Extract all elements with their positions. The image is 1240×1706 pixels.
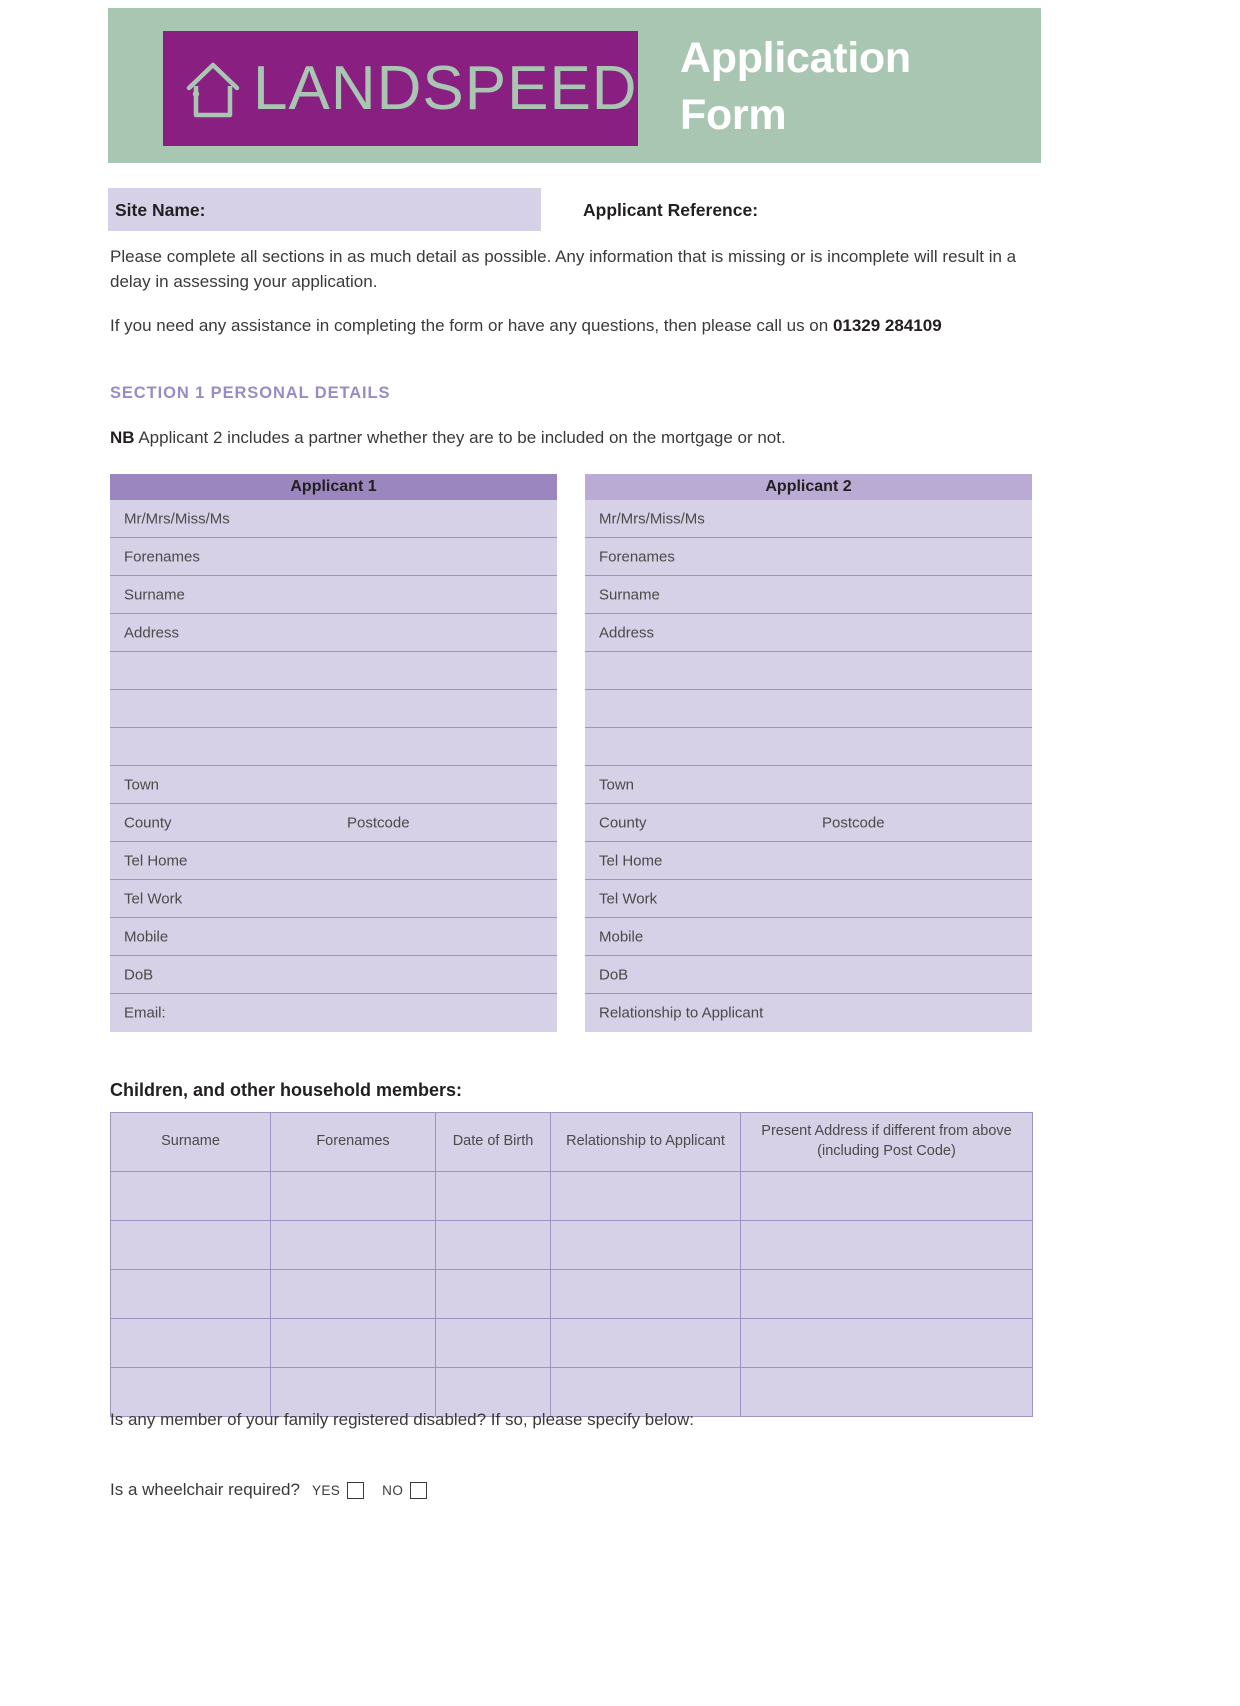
applicant-2-rows	[585, 500, 1032, 1032]
applicant-field-label: Mr/Mrs/Miss/Ms	[124, 510, 230, 527]
applicant-field-label: Tel Home	[124, 852, 188, 869]
wheelchair-no-label: NO	[382, 1482, 404, 1498]
applicant-field-row[interactable]	[110, 880, 557, 918]
applicant-tables	[110, 474, 1032, 1032]
landspeed-logo	[163, 31, 638, 146]
applicant-field-row[interactable]	[585, 956, 1032, 994]
applicant-field-row[interactable]	[585, 614, 1032, 652]
header-band	[108, 8, 1041, 163]
children-table-cell[interactable]	[436, 1221, 551, 1270]
applicant-field-label: Tel Work	[124, 890, 183, 907]
children-table-cell[interactable]	[741, 1221, 1033, 1270]
children-column-header: Forenames	[271, 1113, 436, 1172]
applicant-field-row[interactable]	[585, 804, 1032, 842]
table-row	[111, 1319, 1033, 1368]
logo-wordmark: LANDSPEED	[253, 53, 638, 123]
children-table-cell[interactable]	[741, 1368, 1033, 1417]
children-table-cell[interactable]	[551, 1270, 741, 1319]
children-section-heading: Children, and other household members:	[110, 1080, 463, 1100]
applicant-field-row[interactable]	[110, 690, 557, 728]
disabled-question: Is any member of your family registered disabled? If so, please specify below:	[110, 1410, 694, 1429]
nb-label: NB	[110, 428, 135, 447]
applicant-field-label: DoB	[599, 966, 629, 983]
wheelchair-yes-checkbox[interactable]	[347, 1482, 364, 1499]
table-row	[111, 1221, 1033, 1270]
applicant-field-label: Mobile	[599, 928, 644, 945]
applicant-field-row[interactable]	[585, 728, 1032, 766]
children-column-header: Relationship to Applicant	[551, 1113, 741, 1172]
applicant-field-row[interactable]	[585, 994, 1032, 1032]
applicant-field-label: County	[124, 814, 172, 831]
applicant-field-label: Address	[599, 624, 655, 641]
table-row	[111, 1270, 1033, 1319]
applicant-field-label-secondary: Postcode	[822, 814, 885, 831]
wheelchair-question-row	[110, 1480, 445, 1500]
children-column-header: Present Address if different from above (including Post Code)	[741, 1113, 1033, 1172]
applicant-field-label: Forenames	[124, 548, 200, 565]
children-table-cell[interactable]	[436, 1172, 551, 1221]
applicant-field-label-secondary: Postcode	[347, 814, 410, 831]
applicant-field-row[interactable]	[110, 956, 557, 994]
table-row	[111, 1172, 1033, 1221]
applicant-field-row[interactable]	[585, 690, 1032, 728]
applicant-field-row[interactable]	[110, 538, 557, 576]
children-table-cell[interactable]	[271, 1270, 436, 1319]
applicant-field-label: Town	[124, 776, 160, 793]
applicant-1-table	[110, 474, 557, 1032]
children-table-cell[interactable]	[741, 1172, 1033, 1221]
section-1-heading: SECTION 1 PERSONAL DETAILS	[110, 384, 391, 402]
applicant-field-label: Surname	[599, 586, 660, 603]
children-table-cell[interactable]	[111, 1319, 271, 1368]
children-table-cell[interactable]	[436, 1270, 551, 1319]
applicant-field-row[interactable]	[110, 842, 557, 880]
children-table-cell[interactable]	[436, 1319, 551, 1368]
applicant-field-row[interactable]	[110, 652, 557, 690]
nb-note	[110, 428, 786, 448]
wheelchair-no-checkbox[interactable]	[410, 1482, 427, 1499]
applicant-field-row[interactable]	[585, 766, 1032, 804]
applicant-field-label: Surname	[124, 586, 185, 603]
applicant-field-label: Relationship to Applicant	[599, 1004, 764, 1022]
applicant-field-row[interactable]	[585, 538, 1032, 576]
children-table-cell[interactable]	[271, 1319, 436, 1368]
site-name-label: Site Name:	[115, 200, 206, 220]
children-column-header: Date of Birth	[436, 1113, 551, 1172]
page-title	[680, 30, 911, 144]
children-table-cell[interactable]	[551, 1319, 741, 1368]
nb-text: Applicant 2 includes a partner whether they are to be included on the mortgage or not.	[134, 428, 786, 447]
applicant-field-label: Mobile	[124, 928, 169, 945]
applicant-field-row[interactable]	[585, 576, 1032, 614]
applicant-1-header: Applicant 1	[110, 474, 557, 500]
applicant-field-label: Tel Home	[599, 852, 663, 869]
applicant-field-row[interactable]	[110, 918, 557, 956]
intro-paragraph-2	[110, 314, 1035, 339]
house-icon	[185, 60, 241, 122]
intro-paragraph-1: Please complete all sections in as much detail as possible. Any information that is missing or is incomplete will result in a delay in assessing your application.	[110, 247, 1017, 291]
applicant-2-table	[585, 474, 1032, 1032]
children-table-cell[interactable]	[551, 1221, 741, 1270]
children-table-body	[111, 1172, 1033, 1417]
applicant-2-header: Applicant 2	[585, 474, 1032, 500]
applicant-reference-label: Applicant Reference:	[583, 200, 759, 220]
page-title-line1: Application	[680, 34, 911, 82]
applicant-field-label: Email:	[124, 1004, 166, 1022]
page-title-line2: Form	[680, 90, 787, 139]
applicant-field-label: Address	[124, 624, 180, 641]
applicant-field-label: Tel Work	[599, 890, 658, 907]
children-table-cell[interactable]	[111, 1221, 271, 1270]
applicant-field-row[interactable]	[585, 880, 1032, 918]
children-table-cell[interactable]	[551, 1172, 741, 1221]
applicant-field-row[interactable]	[110, 576, 557, 614]
applicant-field-label: Town	[599, 776, 635, 793]
applicant-field-row[interactable]	[585, 842, 1032, 880]
applicant-field-row[interactable]	[585, 652, 1032, 690]
applicant-field-row[interactable]	[110, 500, 557, 538]
applicant-field-row[interactable]	[110, 994, 557, 1032]
applicant-field-row[interactable]	[110, 614, 557, 652]
applicant-field-row[interactable]	[110, 728, 557, 766]
children-table-header-row	[111, 1113, 1033, 1172]
children-column-header: Surname	[111, 1113, 271, 1172]
applicant-field-label: Forenames	[599, 548, 675, 565]
applicant-field-label: County	[599, 814, 647, 831]
children-table-cell[interactable]	[111, 1270, 271, 1319]
children-table	[110, 1112, 1033, 1417]
children-table-cell[interactable]	[741, 1319, 1033, 1368]
intro-paragraph-2-text: If you need any assistance in completing the form or have any questions, then please call us on	[110, 316, 833, 335]
applicant-1-rows	[110, 500, 557, 1032]
children-table-cell[interactable]	[741, 1270, 1033, 1319]
wheelchair-question-label: Is a wheelchair required?	[110, 1480, 300, 1499]
applicant-field-row[interactable]	[585, 918, 1032, 956]
wheelchair-yes-label: YES	[311, 1482, 341, 1498]
applicant-field-row[interactable]	[110, 766, 557, 804]
applicant-field-label: Mr/Mrs/Miss/Ms	[599, 510, 705, 527]
applicant-field-row[interactable]	[110, 804, 557, 842]
children-table-cell[interactable]	[111, 1172, 271, 1221]
contact-phone-number: 01329 284109	[832, 316, 942, 335]
applicant-field-row[interactable]	[585, 500, 1032, 538]
children-table-cell[interactable]	[271, 1221, 436, 1270]
applicant-field-label: DoB	[124, 966, 154, 983]
children-table-cell[interactable]	[271, 1172, 436, 1221]
